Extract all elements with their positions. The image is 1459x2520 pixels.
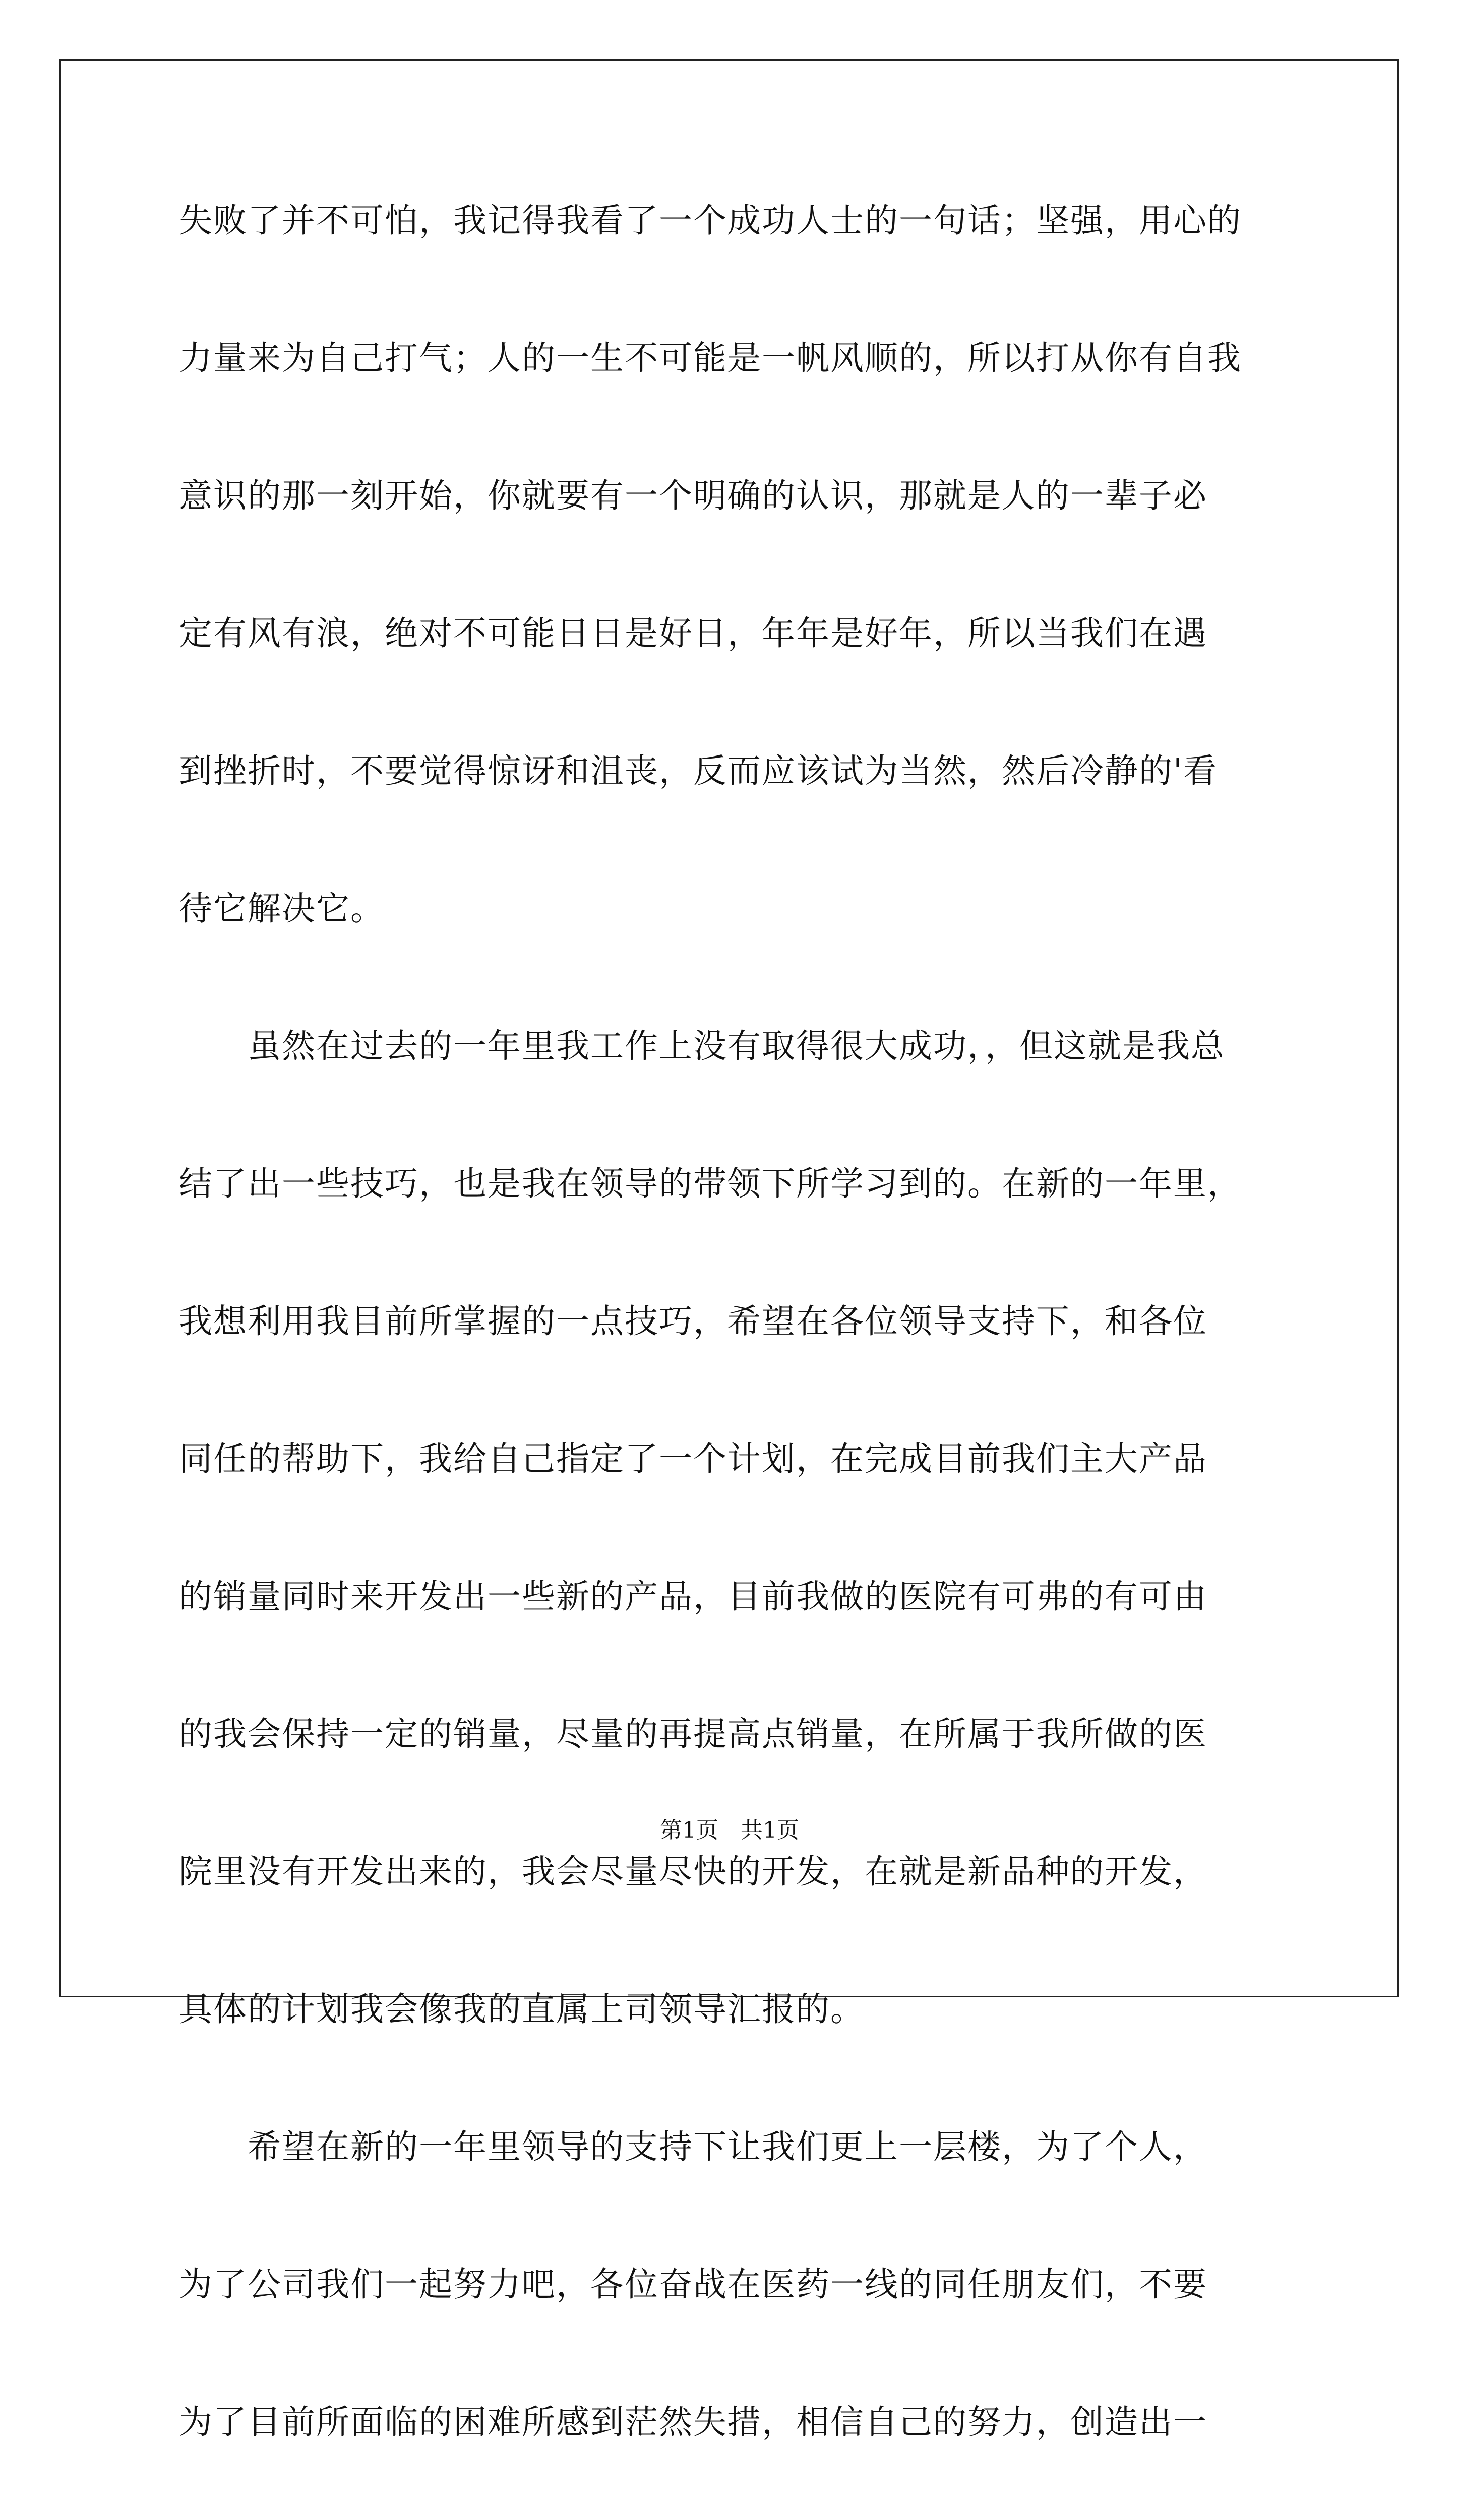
text-line: 定有风有浪，绝对不可能日日是好日，年年是好年，所以当我们在遇 [179,614,1207,653]
document-body [179,196,1283,2520]
text-line: 的我会保持一定的销量，尽量的再提高点销量，在所属于我所做的医 [179,1715,1207,1753]
page-footer: 第1页 共1页 [660,1817,799,1843]
text-line: 我想利用我目前所掌握的一点技巧，希望在各位领导支持下，和各位 [179,1302,1207,1341]
text-line: 的销量同时来开发出一些新的产品，目前我做的医院有可弗的有可由 [179,1577,1207,1616]
text-line: 院里没有开发出来的，我会尽量尽快的开发，在就是新品种的开发， [179,1852,1207,1891]
text-line: 虽然在过去的一年里我工作上没有取得很大成功，，但这就是我总 [179,1027,1225,1065]
text-line: 失败了并不可怕，我记得我看了一个成功人士的一句话；坚强，用心的 [179,201,1242,240]
text-line: 具体的计划我会像我的直属上司领导汇报的。 [179,1990,865,2029]
text-line: 到挫折时，不要觉得惊讶和沮丧，反而应该试为当然，然后冷静的'看 [179,751,1218,790]
text-line: 希望在新的一年里领导的支持下让我们更上一层楼，为了个人， [179,2127,1207,2166]
text-line: 为了目前所面临的困难所感到茫然失措，相信自己的努力，创造出一 [179,2403,1207,2441]
text-line: 力量来为自己打气；人的一生不可能是一帆风顺的，所以打从你有自我 [179,339,1242,377]
text-line: 为了公司我们一起努力吧，各位奋战在医药一线的同任朋友们，不要 [179,2265,1207,2304]
text-line: 待它解决它。 [179,889,385,928]
text-line: 意识的那一刻开始，你就要有一个明确的认识，那就是人的一辈子必 [179,476,1207,515]
text-line: 结了出一些技巧，也是我在领导的带领下所学习到的。在新的一年里， [179,1164,1242,1203]
text-line: 同任的帮助下，我给自己指定了一个计划，在完成目前我们主大产品 [179,1439,1207,1478]
